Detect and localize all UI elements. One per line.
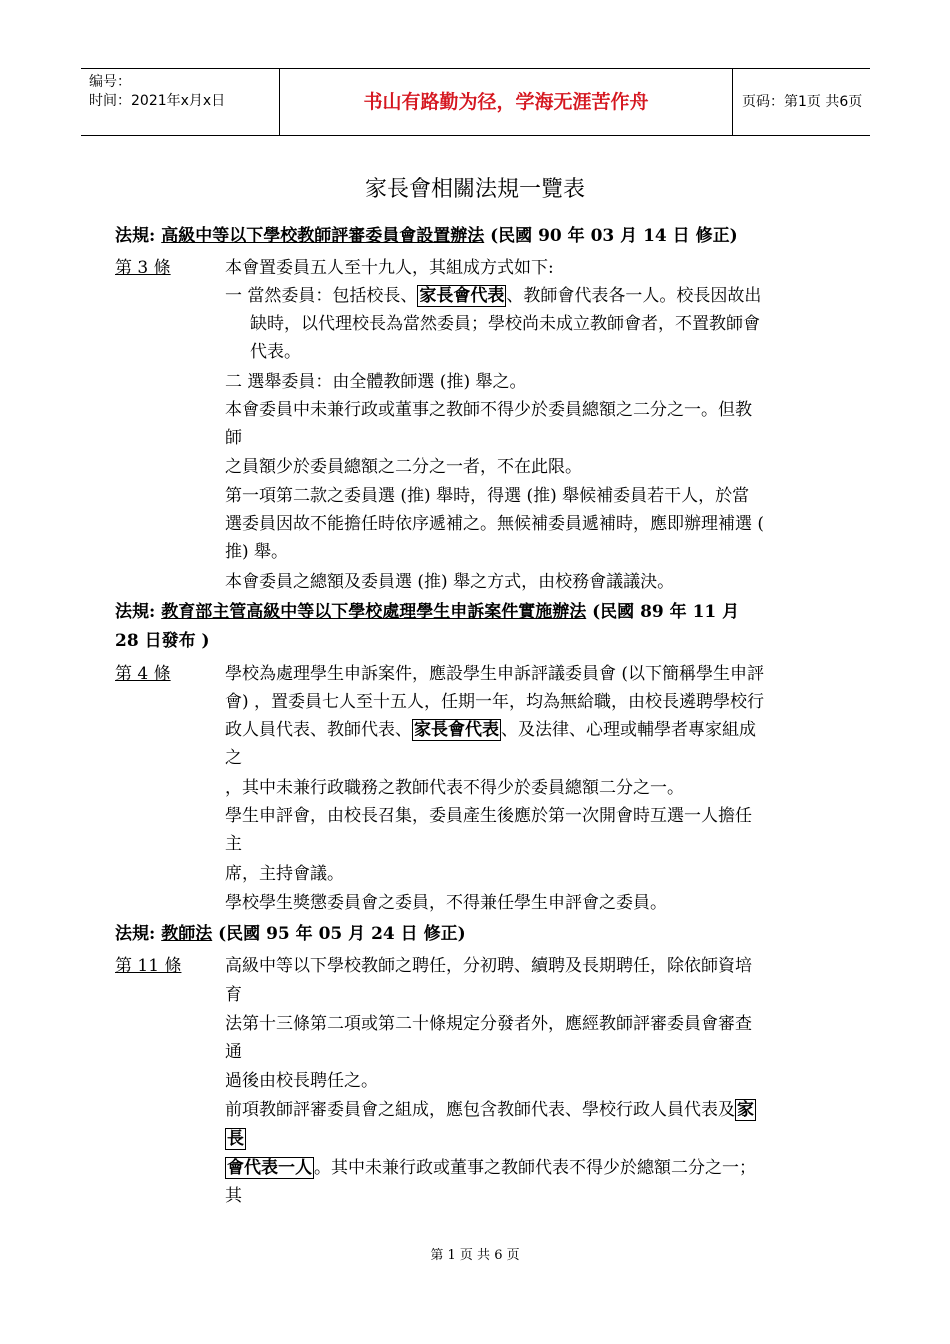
header-meta-cell [81, 69, 280, 135]
header-motto: 书山有路勤为径，学海无涯苦作舟 [280, 69, 733, 135]
paragraph-line: 缺時，以代理校長為當然委員；學校尚未成立教師會者，不置教師會 [250, 314, 760, 334]
paragraph-line: 一 當然委員：包括校長、 家長會代表 、教師會代表各一人。校長因故出 [225, 286, 762, 306]
parent-association-highlight: 家 [737, 1100, 754, 1120]
code-label: 编号： [89, 74, 131, 90]
paragraph-line [225, 1125, 246, 1153]
law-prefix: 法規: [115, 602, 162, 622]
law-heading-3 [115, 920, 466, 948]
article-label[interactable]: 第 4 條 [115, 664, 171, 684]
header-table [81, 68, 870, 136]
time-label: 时间：2021年x月x日 [89, 93, 226, 109]
law-date: (民國 89 年 11 月 [586, 602, 740, 622]
paragraph-line: 代表。 [250, 342, 301, 362]
paragraph-line: 政人員代表、教師代表、 家長會代表 、及法律、心理或輔學者專家組成 [225, 720, 756, 740]
paragraph-line: 之 [225, 748, 242, 768]
paragraph-line: 本會委員之總額及委員選 (推) 舉之方式，由校務會議議決。 [225, 572, 675, 592]
law-heading-2 [115, 598, 739, 626]
paragraph-line: 學生申評會，由校長召集，委員產生後應於第一次開會時互選一人擔任 [225, 806, 752, 826]
parent-association-highlight: 家長會代表 [419, 286, 505, 306]
paragraph-line: 師 [225, 428, 242, 448]
page-title: 家長會相關法規一覽表 [364, 177, 585, 202]
paragraph-line: 其 [225, 1186, 242, 1206]
parent-association-highlight: 會代表一人 [227, 1158, 312, 1178]
law-date: (民國 90 年 03 月 14 日 修正) [484, 226, 738, 246]
parent-association-highlight: 家長會代表 [414, 720, 499, 740]
law-name-link[interactable]: 高級中等以下學校教師評審委員會設置辦法 [161, 226, 485, 246]
paragraph-line: 前項教師評審委員會之組成，應包含教師代表、學校行政人員代表及 家 [225, 1100, 754, 1120]
parent-association-highlight: 長 [227, 1129, 244, 1149]
law-prefix: 法規: [115, 924, 162, 944]
paragraph-line: 二 選舉委員：由全體教師選 (推) 舉之。 [225, 372, 527, 392]
paragraph-line: 選委員因故不能擔任時依序遞補之。無候補委員遞補時，應即辦理補選 ( [225, 514, 765, 534]
paragraph-line: 席，主持會議。 [225, 864, 344, 884]
law-date-cont: 28 日發布 ) [115, 631, 210, 651]
paragraph-line: 主 [225, 834, 242, 854]
paragraph-line: 通 [225, 1042, 242, 1062]
page-footer: 第 1 页 共 6 页 [430, 1248, 520, 1263]
header-page-info: 页码：第1页 共6页 [742, 94, 863, 110]
article-label[interactable]: 第 11 條 [115, 956, 182, 976]
law-heading-1 [115, 222, 738, 250]
paragraph-line: 學校學生獎懲委員會之委員，不得兼任學生申評會之委員。 [225, 893, 667, 913]
paragraph-line: 之員額少於委員總額之二分之一者，不在此限。 [225, 457, 582, 477]
paragraph-line: 育 [225, 985, 242, 1005]
paragraph-line: 本會置委員五人至十九人，其組成方式如下: [225, 258, 554, 278]
paragraph-line: 過後由校長聘任之。 [225, 1071, 378, 1091]
paragraph-line: 會) ，置委員七人至十五人，任期一年，均為無給職，由校長遴聘學校行 [225, 692, 765, 712]
law-date: (民國 95 年 05 月 24 日 修正) [212, 924, 466, 944]
law-name-link[interactable]: 教育部主管高級中等以下學校處理學生申訴案件實施辦法 [161, 602, 587, 622]
paragraph-line: 本會委員中未兼行政或董事之教師不得少於委員總額之二分之一。但教 [225, 400, 752, 420]
article-label[interactable]: 第 3 條 [115, 258, 171, 278]
paragraph-line: 會代表一人 。其中未兼行政或董事之教師代表不得少於總額二分之一； [227, 1158, 756, 1178]
paragraph-line: 第一項第二款之委員選 (推) 舉時，得選 (推) 舉候補委員若干人，於當 [225, 486, 750, 506]
paragraph-line: 學校為處理學生申訴案件，應設學生申訴評議委員會 (以下簡稱學生申評 [225, 664, 765, 684]
law-name-link[interactable]: 教師法 [161, 924, 213, 944]
paragraph-line: 法第十三條第二項或第二十條規定分發者外，應經教師評審委員會審查 [225, 1014, 752, 1034]
paragraph-line: ，其中未兼行政職務之教師代表不得少於委員總額二分之一。 [225, 778, 684, 798]
paragraph-line: 高級中等以下學校教師之聘任，分初聘、續聘及長期聘任，除依師資培 [225, 956, 752, 976]
paragraph-line: 推) 舉。 [225, 542, 289, 562]
law-prefix: 法規: [115, 226, 162, 246]
